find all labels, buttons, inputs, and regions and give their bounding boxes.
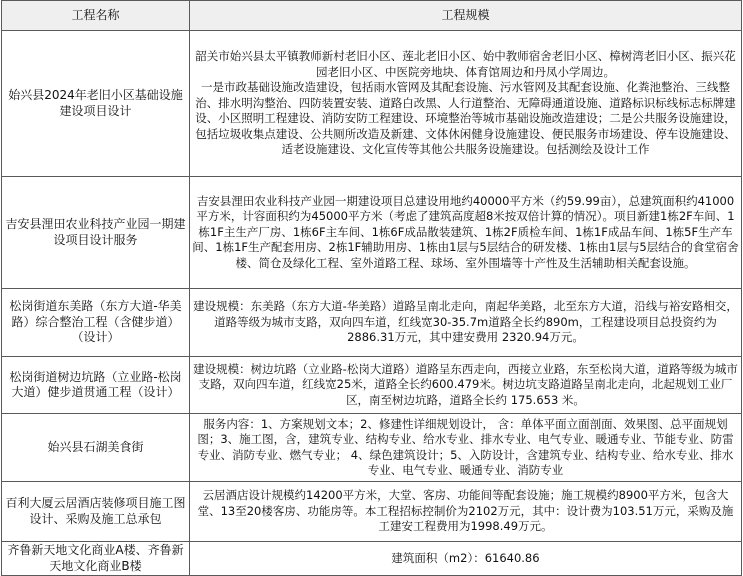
- project-name-cell: 百利大厦云居酒店装修项目施工图设计、采购及施工总承包: [2, 482, 190, 542]
- table-row: [2, 31, 742, 177]
- project-scale-cell: [190, 357, 742, 414]
- project-scale-cell: [190, 542, 742, 576]
- scale-paragraph: 建设规模：树边坑路（立业路-松岗大道路）道路呈东西走向，西接立业路，东至松岗大道，道路等级为城市支路，双向四车道，红线宽25米，道路全长约600.479米。树边坑支路道路呈南北走向，北起规划工业厂区，南至树边坑路，道路全长约 175.653 米。: [193, 361, 738, 407]
- project-name-cell: 齐鲁新天地文化商业A楼、齐鲁新天地文化商业B楼: [2, 542, 190, 576]
- scale-paragraph: 建筑面积（m2）：61640.86: [391, 550, 540, 565]
- scale-paragraph: 服务内容：1、方案规划文本；2、修建性详细规划设计， 含：单体平面立面剖面、效果图、总平面规划图；3、施工图，含，建筑专业、结构专业、给水专业、排水专业、电气专业、暖通专业、节能专业、防雷专业、消防专业、燃气专业； 4、绿色建筑设计；5、入防设计，含建筑专业、结构专业、给水专业、排水专业、电气专业、暖通专业、消防专业: [197, 416, 734, 477]
- table-row: [2, 289, 742, 357]
- header-row: [2, 1, 742, 31]
- project-name-cell: 始兴县2024年老旧小区基础设施建设项目设计: [2, 31, 190, 177]
- project-scale-cell: [190, 482, 742, 542]
- project-name-cell: 松岗街道东美路（东方大道-华美路）综合整治工程（含健步道）（设计）: [2, 289, 190, 357]
- project-name-cell: 吉安县浬田农业科技产业园一期建设项目设计服务: [2, 177, 190, 289]
- table-row: [2, 357, 742, 414]
- table-row: [2, 482, 742, 542]
- scale-paragraph: 云居酒店设计规模约14200平方米，大堂、客房、功能间等配套设施；施工规模约8900平方米，包含大堂、13至20楼客房、功能房等。本工程招标控制价为2102万元，其中：设计费为103.51万元，采购及施工建安工程费用为1998.49万元。: [197, 488, 734, 534]
- scale-paragraph: 建设规模：东美路（东方大道-华美路）道路呈南北走向，南起华美路，北至东方大道，沿线与裕安路相交，道路等级为城市支路，双向四车道，红线宽30-35.7m道路全长约890m，工程建设项目总投资约为2886.31万元，其中建安费用 2320.94万元。: [193, 299, 738, 345]
- project-name-cell: 松岗街道树边坑路（立业路-松岗大道）健步道贯通工程（设计）: [2, 357, 190, 414]
- project-name-cell: 始兴县石湖美食街: [2, 414, 190, 482]
- project-scale-cell: [190, 414, 742, 482]
- scale-paragraph: 韶关市始兴县太平镇教师新村老旧小区、莲北老旧小区、始中教师宿舍老旧小区、樟树湾老旧小区、振兴花园老旧小区、中医院旁地块、体育馆周边和丹凤小学周边。: [195, 49, 736, 79]
- project-scale-cell: [190, 177, 742, 289]
- table-row: [2, 542, 742, 576]
- scale-paragraph: 吉安县浬田农业科技产业园一期建设项目总建设用地约40000平方米（约59.99亩），总建筑面积约41000平方米，计容面积约为45000平方米（考虑了建筑高度超8米按双倍计算的情况）。项目新建1栋2F车间、1栋1F主生产厂房、1栋6F主车间、1栋6F成品散装建筑、1栋2F质检车间、1栋1F成品车间、1栋5F生产车间、1栋1F生产配套用房、2栋1F辅助用房、1栋由1层与5层结合的研发楼、1栋由1层与5层结合的食堂宿舍楼、简仓及绿化工程、室外道路工程、球场、室外围墙等十产性及生活辅助相关配套设施。: [192, 193, 739, 270]
- table-row: [2, 177, 742, 289]
- project-scale-cell: [190, 289, 742, 357]
- project-table: [1, 0, 742, 576]
- scale-paragraph: 一是市政基础设施改造建设，包括雨水管网及其配套设施、污水管网及其配套设施、化粪池整治、三线整治、排水明沟整治、四防装置安装、道路白改黑、人行道整治、无障碍通道设施、道路标识标线标志标牌建设、小区照明工程建设、消防安防工程建设、环境整治等城市基础设施改造建设；二是公共服务设施建设，包括垃圾收集点建设、公共厕所改造及新建、文体休闲健身设施建设、便民服务市场建设、停车设施建设、适老设施建设、文化宣传等其他公共服务设施建设。包括测绘及设计工作: [195, 80, 736, 157]
- header-project-scale: 工程规模: [190, 1, 742, 31]
- header-project-name: 工程名称: [2, 1, 190, 31]
- table-row: [2, 414, 742, 482]
- project-scale-cell: [190, 31, 742, 177]
